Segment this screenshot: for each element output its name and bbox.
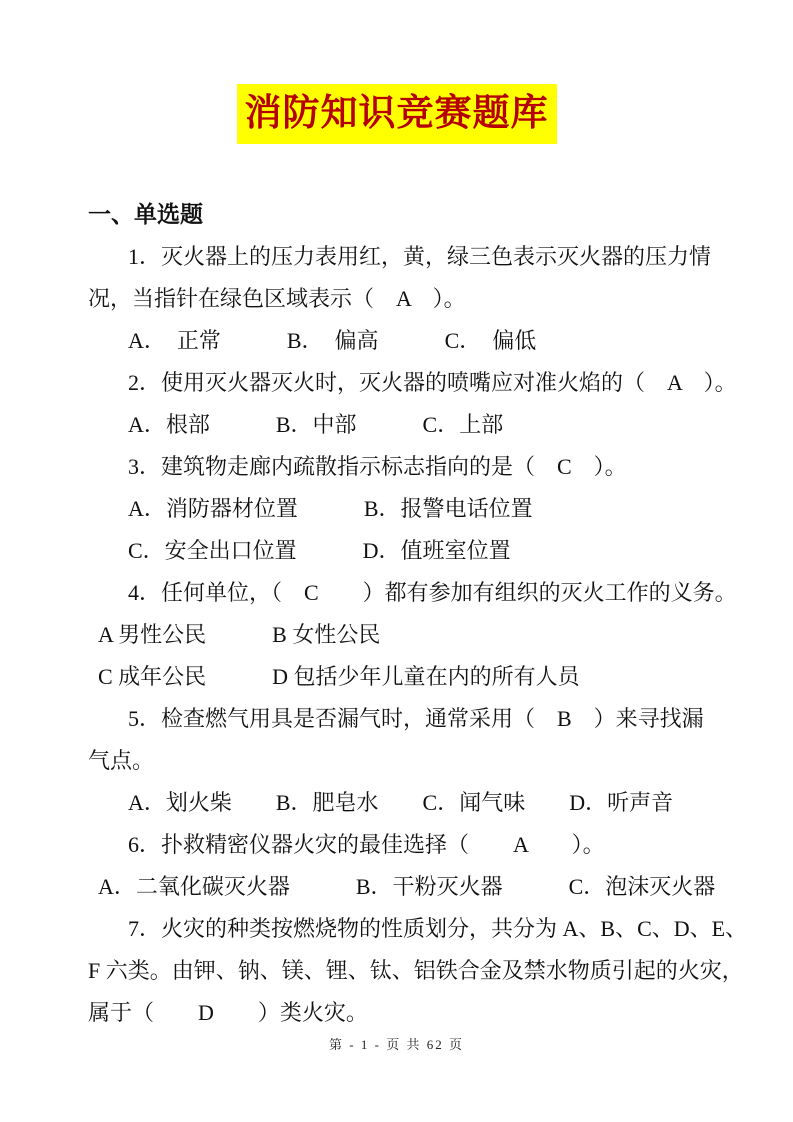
document-title: 消防知识竞赛题库 — [237, 84, 557, 144]
question-7-line-2: F 六类。由钾、钠、镁、锂、钛、铝铁合金及禁水物质引起的火灾， — [88, 958, 744, 983]
question-2-line-1: 2．使用灭火器灭火时，灭火器的喷嘴应对准火焰的（ A ）。 — [128, 370, 737, 395]
question-3-options-cd: C．安全出口位置 D．值班室位置 — [128, 538, 511, 563]
question-2-options: A．根部 B．中部 C．上部 — [128, 412, 504, 437]
question-4-line-1: 4．任何单位，（ C ）都有参加有组织的灭火工作的义务。 — [128, 580, 737, 605]
question-4-options-cd: C 成年公民 D 包括少年儿童在内的所有人员 — [98, 664, 580, 689]
question-5-line-1: 5．检查燃气用具是否漏气时，通常采用（ B ）来寻找漏 — [128, 706, 704, 731]
section-heading: 一、单选题 — [88, 202, 203, 227]
question-5-line-2: 气点。 — [88, 748, 155, 773]
question-1-line-1: 1．灭火器上的压力表用红，黄，绿三色表示灭火器的压力情 — [128, 244, 712, 269]
question-7-line-3: 属于（ D ）类火灾。 — [88, 1000, 368, 1025]
question-3-options-ab: A．消防器材位置 B．报警电话位置 — [128, 496, 533, 521]
question-6-options: A．二氧化碳灭火器 B．干粉灭火器 C．泡沫灭火器 — [98, 874, 716, 899]
question-5-options: A．划火柴 B．肥皂水 C．闻气味 D．听声音 — [128, 790, 674, 815]
question-4-options-ab: A 男性公民 B 女性公民 — [98, 622, 381, 647]
question-1-line-2: 况，当指针在绿色区域表示（ A ）。 — [88, 286, 466, 311]
question-7-line-1: 7．火灾的种类按燃烧物的性质划分，共分为 A、B、C、D、E、 — [128, 916, 748, 941]
question-6-line-1: 6．扑救精密仪器火灾的最佳选择（ A ）。 — [128, 832, 605, 857]
question-list — [88, 236, 748, 1034]
question-1-options: A． 正常 B． 偏高 C． 偏低 — [128, 328, 537, 353]
page-footer: 第 - 1 - 页 共 62 页 — [329, 1037, 464, 1052]
title-wrap — [0, 0, 793, 144]
question-3-line-1: 3．建筑物走廊内疏散指示标志指向的是（ C ）。 — [128, 454, 627, 479]
